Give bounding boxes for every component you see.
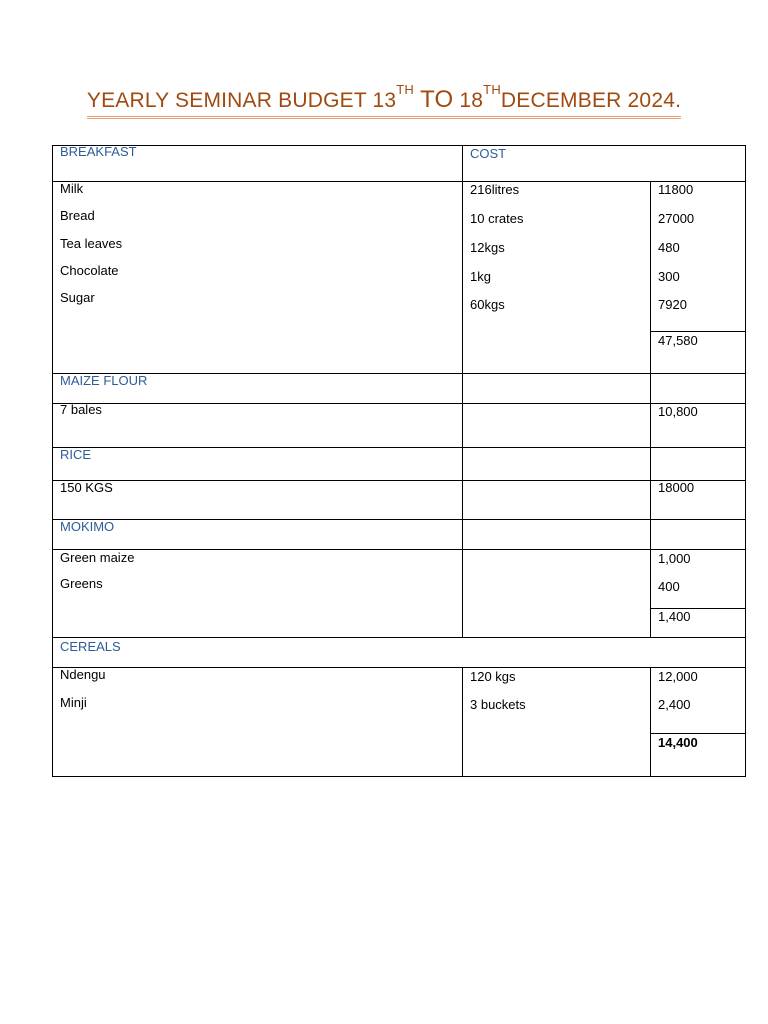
cereals-cost: 2,400 xyxy=(658,697,691,712)
breakfast-item: Milk xyxy=(60,181,84,196)
breakfast-cost: 300 xyxy=(658,269,680,284)
column-divider xyxy=(462,145,463,638)
table-border-top xyxy=(52,145,746,146)
breakfast-item: Bread xyxy=(60,208,95,223)
row-divider xyxy=(52,480,746,481)
header-cost: COST xyxy=(470,146,507,161)
breakfast-qty: 60kgs xyxy=(470,297,505,312)
title-mid: 18 xyxy=(459,89,484,112)
breakfast-qty: 1kg xyxy=(470,269,491,284)
cereals-qty: 120 kgs xyxy=(470,669,516,684)
row-divider xyxy=(52,403,746,404)
mokimo-cost: 400 xyxy=(658,579,680,594)
rice-cost: 18000 xyxy=(658,480,695,495)
title-to: TO xyxy=(420,86,454,113)
header-breakfast: BREAKFAST xyxy=(60,144,137,159)
maize-flour-item: 7 bales xyxy=(60,402,102,417)
table-border-bottom xyxy=(52,776,746,777)
row-divider xyxy=(52,181,746,182)
header-cereals: CEREALS xyxy=(60,639,121,654)
table-border-left xyxy=(52,145,53,777)
breakfast-total: 47,580 xyxy=(658,333,698,348)
breakfast-qty: 12kgs xyxy=(470,240,505,255)
breakfast-cost: 27000 xyxy=(658,211,695,226)
column-divider xyxy=(462,667,463,777)
cereals-item: Minji xyxy=(60,695,87,710)
cereals-total: 14,400 xyxy=(658,735,698,750)
mokimo-item: Greens xyxy=(60,576,103,591)
header-rice: RICE xyxy=(60,447,92,462)
column-divider xyxy=(650,181,651,638)
breakfast-cost: 480 xyxy=(658,240,680,255)
mokimo-item: Green maize xyxy=(60,550,135,565)
row-divider xyxy=(52,549,746,550)
maize-flour-cost: 10,800 xyxy=(658,404,698,419)
title-suffix: DECEMBER 2024. xyxy=(500,89,682,112)
header-maize-flour: MAIZE FLOUR xyxy=(60,373,148,388)
breakfast-qty: 216litres xyxy=(470,182,520,197)
row-divider xyxy=(52,637,746,638)
row-divider xyxy=(52,373,746,374)
cereals-cost: 12,000 xyxy=(658,669,698,684)
header-mokimo: MOKIMO xyxy=(60,519,115,534)
subtotal-divider xyxy=(650,331,746,332)
table-border-right xyxy=(745,145,746,777)
mokimo-cost: 1,000 xyxy=(658,551,691,566)
title-sup-2: TH xyxy=(483,82,501,97)
column-divider xyxy=(650,667,651,777)
title-sup-1: TH xyxy=(396,82,415,97)
subtotal-divider xyxy=(650,733,746,734)
cereals-item: Ndengu xyxy=(60,667,106,682)
row-divider xyxy=(52,667,746,668)
mokimo-total: 1,400 xyxy=(658,609,691,624)
breakfast-cost: 7920 xyxy=(658,297,687,312)
breakfast-cost: 11800 xyxy=(658,182,694,197)
title-prefix: YEARLY SEMINAR BUDGET 13 xyxy=(86,89,397,112)
breakfast-qty: 10 crates xyxy=(470,211,524,226)
rice-item: 150 KGS xyxy=(60,480,113,495)
row-divider xyxy=(52,519,746,520)
page-title xyxy=(0,82,768,116)
cereals-qty: 3 buckets xyxy=(470,697,526,712)
breakfast-item: Sugar xyxy=(60,290,95,305)
breakfast-item: Tea leaves xyxy=(60,236,123,251)
row-divider xyxy=(52,447,746,448)
breakfast-item: Chocolate xyxy=(60,263,119,278)
